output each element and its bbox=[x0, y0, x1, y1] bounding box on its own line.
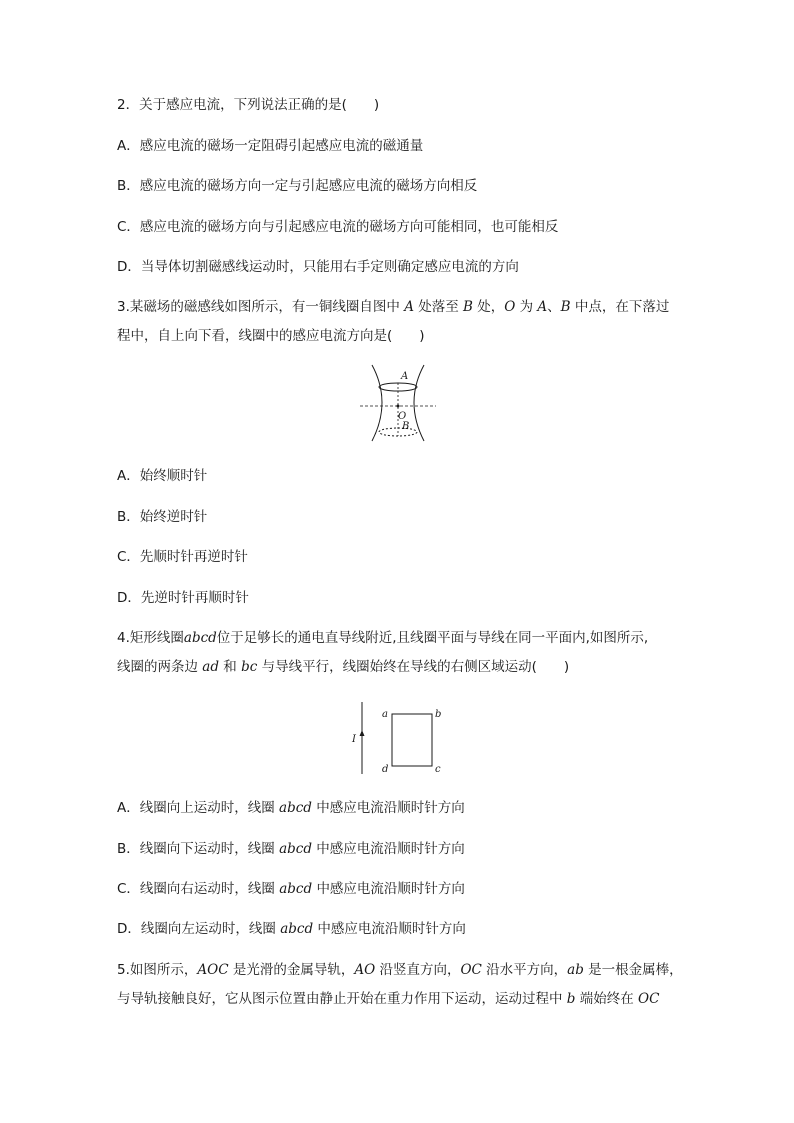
q2-option-b: B．感应电流的磁场方向一定与引起感应电流的磁场方向相反 bbox=[117, 178, 478, 194]
q4-option-c: C．线圈向右运动时，线圈 abcd 中感应电流沿顺时针方向 bbox=[117, 881, 465, 897]
q2-stem: 2．关于感应电流，下列说法正确的是( ) bbox=[117, 97, 380, 113]
q4-option-b: B．线圈向下运动时，线圈 abcd 中感应电流沿顺时针方向 bbox=[117, 841, 465, 857]
q4-stem-line1: 4.矩形线圈abcd位于足够长的通电直导线附近,且线圈平面与导线在同一平面内,如图所示, bbox=[117, 630, 649, 646]
q5-stem-line2: 与导轨接触良好，它从图示位置由静止开始在重力作用下运动，运动过程中 b 端始终在 OC bbox=[117, 991, 660, 1007]
q2-option-a: A．感应电流的磁场一定阻碍引起感应电流的磁通量 bbox=[117, 138, 424, 154]
q4-label-c: c bbox=[435, 764, 441, 775]
q3-option-c: C．先顺时针再逆时针 bbox=[117, 549, 248, 565]
q4-option-a: A．线圈向上运动时，线圈 abcd 中感应电流沿顺时针方向 bbox=[117, 800, 465, 816]
q5-stem-line1: 5.如图所示，AOC 是光滑的金属导轨，AO 沿竖直方向，OC 沿水平方向，ab 是一根金属棒， bbox=[117, 962, 683, 978]
q4-rectangular-coil-figure bbox=[346, 700, 446, 776]
q3-label-o: O bbox=[398, 411, 407, 422]
q4-label-b: b bbox=[435, 709, 442, 720]
q3-magnetic-field-figure bbox=[358, 362, 438, 444]
q3-option-b: B．始终逆时针 bbox=[117, 509, 208, 525]
q3-label-b: B bbox=[402, 421, 410, 432]
q4-label-i: I bbox=[352, 734, 356, 745]
q3-option-d: D．先逆时针再顺时针 bbox=[117, 590, 249, 606]
q4-label-d: d bbox=[382, 764, 389, 775]
q3-option-a: A．始终顺时针 bbox=[117, 468, 208, 484]
q4-option-d: D．线圈向左运动时，线圈 abcd 中感应电流沿顺时针方向 bbox=[117, 921, 466, 937]
q3-stem-line1: 3.某磁场的磁感线如图所示，有一铜线圈自图中 A 处落至 B 处，O 为 A、B 中点，在下落过 bbox=[117, 299, 670, 315]
q4-stem-line2: 线圈的两条边 ad 和 bc 与导线平行，线圈始终在导线的右侧区域运动( ) bbox=[117, 659, 570, 675]
q2-option-d: D．当导体切割磁感线运动时，只能用右手定则确定感应电流的方向 bbox=[117, 259, 519, 275]
q3-label-a: A bbox=[401, 371, 409, 382]
q3-stem-line2: 程中，自上向下看，线圈中的感应电流方向是( ) bbox=[117, 328, 425, 344]
q2-option-c: C．感应电流的磁场方向与引起感应电流的磁场方向可能相同，也可能相反 bbox=[117, 219, 559, 235]
q4-label-a: a bbox=[382, 709, 388, 720]
